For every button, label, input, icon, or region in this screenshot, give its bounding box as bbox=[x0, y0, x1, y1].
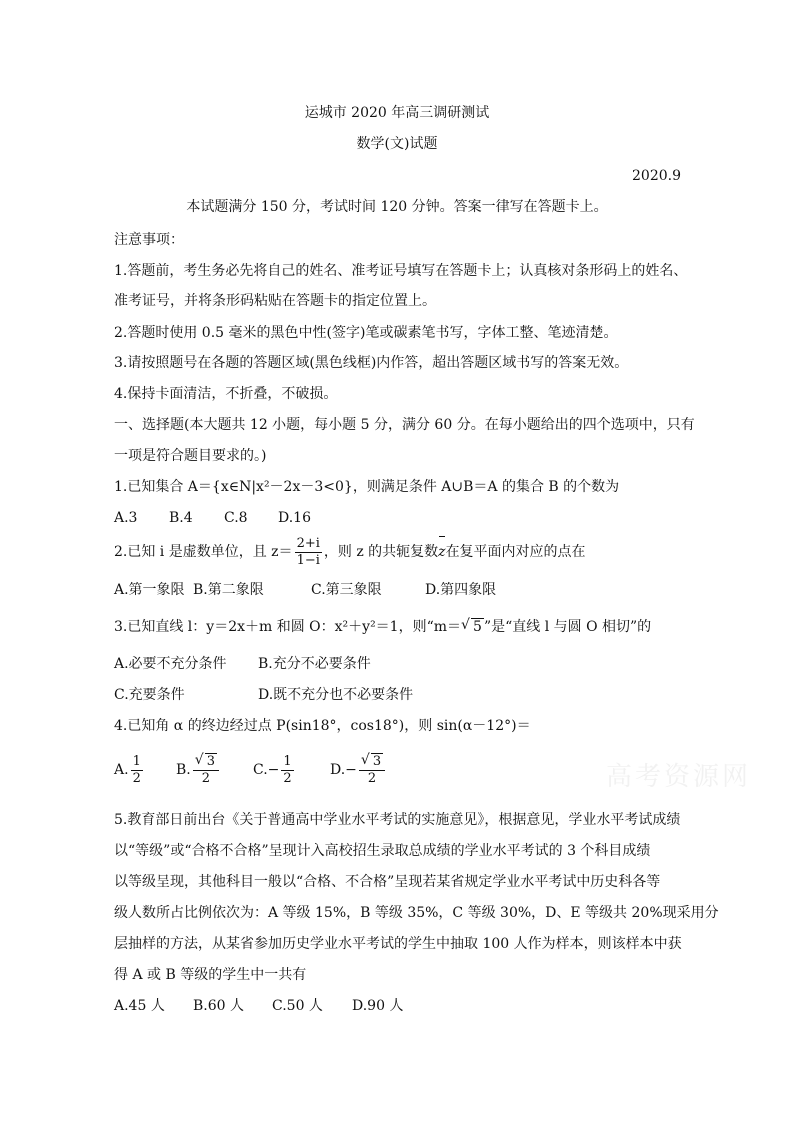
q4-option-a-frac bbox=[131, 754, 143, 787]
exam-title: 运城市 2020 年高三调研测试 bbox=[304, 105, 490, 121]
q1-option-c: C.8 bbox=[224, 510, 248, 526]
q1-option-b: B.4 bbox=[169, 510, 193, 526]
note-item: 2.答题时使用 0.5 毫米的黑色中性(签字)笔或碳素笔书写，字体工整、笔迹清楚。 bbox=[114, 325, 618, 341]
note-item: 准考证号，并将条形码粘贴在答题卡的指定位置上。 bbox=[114, 293, 436, 309]
q1-option-a: A.3 bbox=[114, 510, 138, 526]
q5-option-b: B.60 人 bbox=[193, 998, 245, 1014]
q3-option-c: C.充要条件 bbox=[114, 687, 185, 703]
question-1-stem: 1.已知集合 A＝{x∈N|x²－2x－3<0}，则满足条件 A∪B＝A 的集合 B 的个数为 bbox=[114, 479, 620, 495]
watermark: 高考资源网 bbox=[606, 762, 752, 792]
exam-subtitle: 数学(文)试题 bbox=[356, 136, 438, 152]
q5-option-a: A.45 人 bbox=[114, 998, 165, 1014]
q4-option-d bbox=[330, 752, 387, 788]
sqrt-radicand: 3 bbox=[206, 753, 216, 769]
q2-frac-den: 1−i bbox=[296, 552, 320, 568]
q4-option-b-label: B. bbox=[176, 762, 191, 778]
frac-num: 1 bbox=[283, 753, 292, 769]
q4-option-a bbox=[114, 752, 145, 788]
q4-option-b bbox=[176, 752, 221, 788]
q2-fraction bbox=[295, 536, 322, 569]
frac-den: 2 bbox=[201, 770, 211, 786]
q4-option-c-label: C.− bbox=[253, 762, 280, 778]
note-item: 1.答题前，考生务必先将自己的姓名、准考证号填写在答题卡上；认真核对条形码上的姓名、 bbox=[114, 263, 688, 279]
q1-option-d: D.16 bbox=[278, 510, 311, 526]
exam-intro: 本试题满分 150 分，考试时间 120 分钟。答案一律写在答题卡上。 bbox=[186, 199, 608, 215]
q2-option-b: B.第二象限 bbox=[193, 582, 264, 598]
section-heading-cont: 一项是符合题目要求的。) bbox=[114, 448, 267, 464]
q4-option-b-frac bbox=[193, 754, 219, 787]
note-item: 4.保持卡面清洁，不折叠，不破损。 bbox=[114, 386, 338, 402]
q2-stem-part: 2.已知 i 是虚数单位，且 z＝ bbox=[114, 544, 293, 560]
q4-option-d-label: D.− bbox=[330, 762, 357, 778]
q2-stem-part: ，则 z 的共轭复数 bbox=[323, 544, 439, 560]
q2-option-a: A.第一象限 bbox=[114, 582, 185, 598]
question-5-line: 层抽样的方法，从某省参加历史学业水平考试的学生中抽取 100 人作为样本，则该样本中获 bbox=[114, 936, 682, 952]
q3-stem-part: 3.已知直线 l：y＝2x＋m 和圆 O：x²＋y²＝1，则“m＝ bbox=[114, 619, 462, 635]
q2-frac-num: 2+i bbox=[296, 535, 320, 551]
frac-den: 2 bbox=[367, 770, 377, 786]
q3-stem-part: ”是“直线 l 与圆 O 相切”的 bbox=[483, 619, 652, 635]
q2-conjugate-z: z bbox=[438, 535, 445, 569]
q5-option-c: C.50 人 bbox=[272, 998, 323, 1014]
q3-sqrt-radicand: 5 bbox=[473, 619, 482, 635]
question-3-stem bbox=[114, 618, 651, 636]
question-5-line: 级人数所占比例依次为：A 等级 15%，B 等级 35%，C 等级 30%，D、E 等级共 20%现采用分 bbox=[114, 905, 719, 921]
section-heading: 一、选择题(本大题共 12 小题，每小题 5 分，满分 60 分。在每小题给出的四个选项中，只有 bbox=[114, 417, 695, 433]
frac-num bbox=[359, 754, 385, 771]
q2-option-c: C.第三象限 bbox=[311, 582, 382, 598]
question-5-line: 5.教育部日前出台《关于普通高中学业水平考试的实施意见》，根据意见，学业水平考试成绩 bbox=[114, 812, 681, 828]
notes-heading: 注意事项： bbox=[114, 232, 184, 248]
q3-option-b: B.充分不必要条件 bbox=[258, 656, 371, 672]
frac-den: 2 bbox=[132, 770, 141, 786]
sqrt-radicand: 3 bbox=[372, 753, 382, 769]
question-4-stem: 4.已知角 α 的终边经过点 P(sin18°，cos18°)，则 sin(α－12°)＝ bbox=[114, 718, 531, 734]
q5-option-d: D.90 人 bbox=[352, 998, 404, 1014]
q2-option-d: D.第四象限 bbox=[425, 582, 497, 598]
q3-sqrt bbox=[461, 618, 484, 636]
q3-option-a: A.必要不充分条件 bbox=[114, 656, 227, 672]
q4-option-d-frac bbox=[359, 754, 385, 787]
frac-num: 1 bbox=[132, 753, 141, 769]
q3-option-d: D.既不充分也不必要条件 bbox=[258, 687, 414, 703]
q4-option-c-frac bbox=[281, 754, 293, 787]
sqrt bbox=[361, 754, 383, 770]
frac-den: 2 bbox=[283, 770, 292, 786]
q4-option-c bbox=[253, 752, 296, 788]
sqrt bbox=[195, 754, 217, 770]
question-2-stem bbox=[114, 535, 586, 569]
note-item: 3.请按照题号在各题的答题区域(黑色线框)内作答，超出答题区域书写的答案无效。 bbox=[114, 355, 629, 371]
frac-num bbox=[193, 754, 219, 771]
q4-option-a-label: A. bbox=[114, 762, 129, 778]
exam-date: 2020.9 bbox=[632, 168, 681, 184]
q2-stem-part: 在复平面内对应的点在 bbox=[445, 544, 586, 560]
question-5-line: 以等级呈现，其他科目一般以“合格、不合格”呈现若某省规定学业水平考试中历史科各等 bbox=[114, 874, 661, 890]
question-5-line: 得 A 或 B 等级的学生中一共有 bbox=[114, 967, 307, 983]
question-5-line: 以“等级”或“合格不合格”呈现计入高校招生录取总成绩的学业水平考试的 3 个科目成绩 bbox=[114, 843, 651, 859]
